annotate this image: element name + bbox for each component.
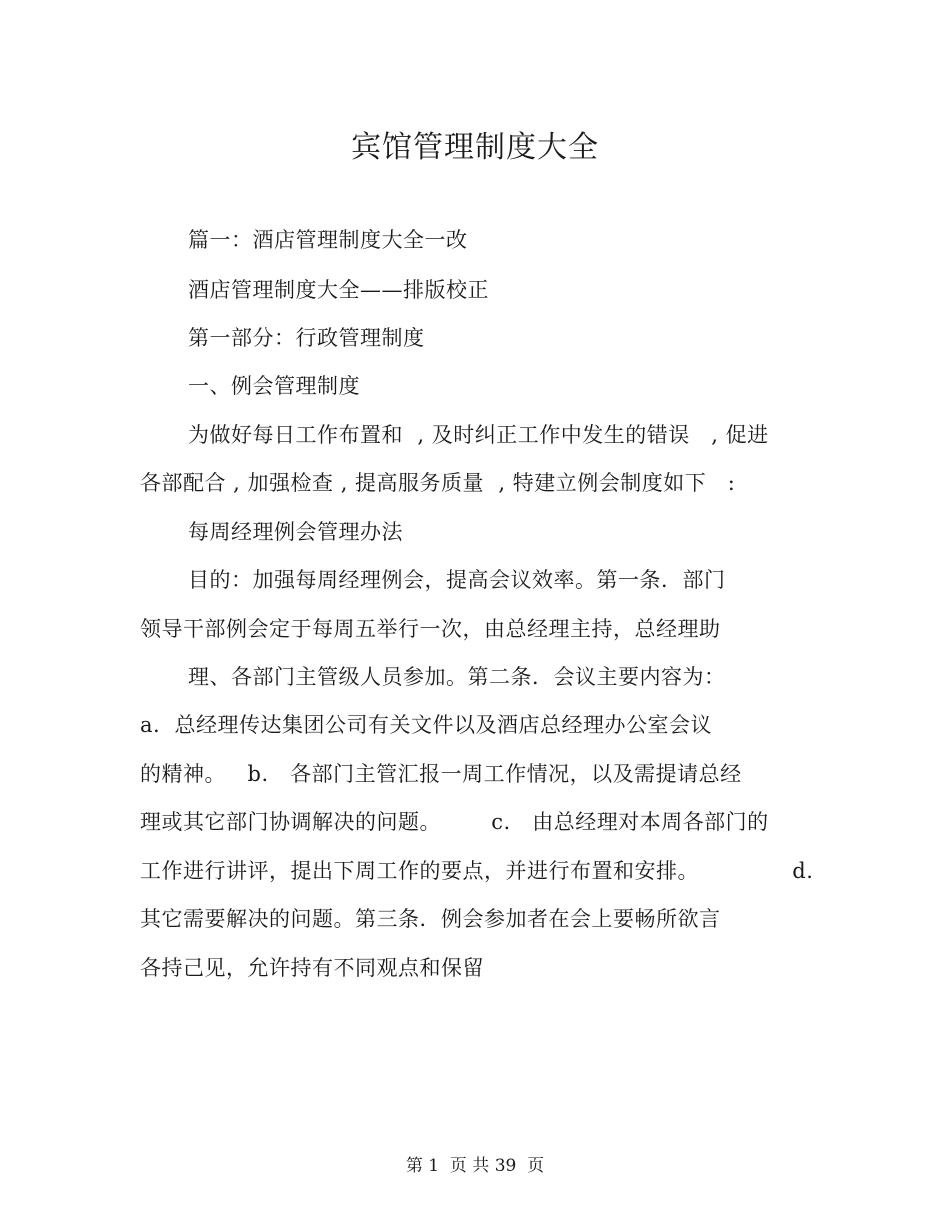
text-line: 各持己见，允许持有不同观点和保留 xyxy=(140,956,484,980)
text-line: 领导干部例会定于每周五举行一次，由总经理主持，总经理助 xyxy=(140,617,721,641)
document-title: 宾馆管理制度大全 xyxy=(351,130,599,165)
text-line: 篇一：酒店管理制度大全一改 xyxy=(188,228,468,252)
text-line: a. 总经理传达集团公司有关文件以及酒店总经理办公室会议 xyxy=(140,713,713,737)
text-line: 为做好每日工作布置和 , 及时纠正工作中发生的错误 , 促进 xyxy=(188,423,769,447)
text-line: 第一部分：行政管理制度 xyxy=(188,326,425,350)
text-line: 理或其它部门协调解决的问题。 c. 由总经理对本周各部门的 xyxy=(140,810,769,834)
text-line: 其它需要解决的问题。第三条．例会参加者在会上要畅所欲言 xyxy=(140,907,721,931)
page-number-footer: 第 1 页 共 39 页 xyxy=(405,1156,545,1176)
text-line: 各部配合 , 加强检查 , 提高服务质量 , 特建立例会制度如下 : xyxy=(140,471,736,495)
text-line: 目的：加强每周经理例会，提高会议效率。第一条．部门 xyxy=(188,568,726,592)
text-line: 理、各部门主管级人员参加。第二条．会议主要内容为： xyxy=(188,665,726,689)
text-line: 工作进行讲评，提出下周工作的要点，并进行布置和安排。 d. xyxy=(140,859,814,883)
text-line: 酒店管理制度大全——排版校正 xyxy=(188,278,489,302)
text-line: 每周经理例会管理办法 xyxy=(188,520,403,544)
text-line: 的精神。 b. 各部门主管汇报一周工作情况，以及需提请总经 xyxy=(140,762,742,786)
text-line: 一、例会管理制度 xyxy=(188,374,360,398)
